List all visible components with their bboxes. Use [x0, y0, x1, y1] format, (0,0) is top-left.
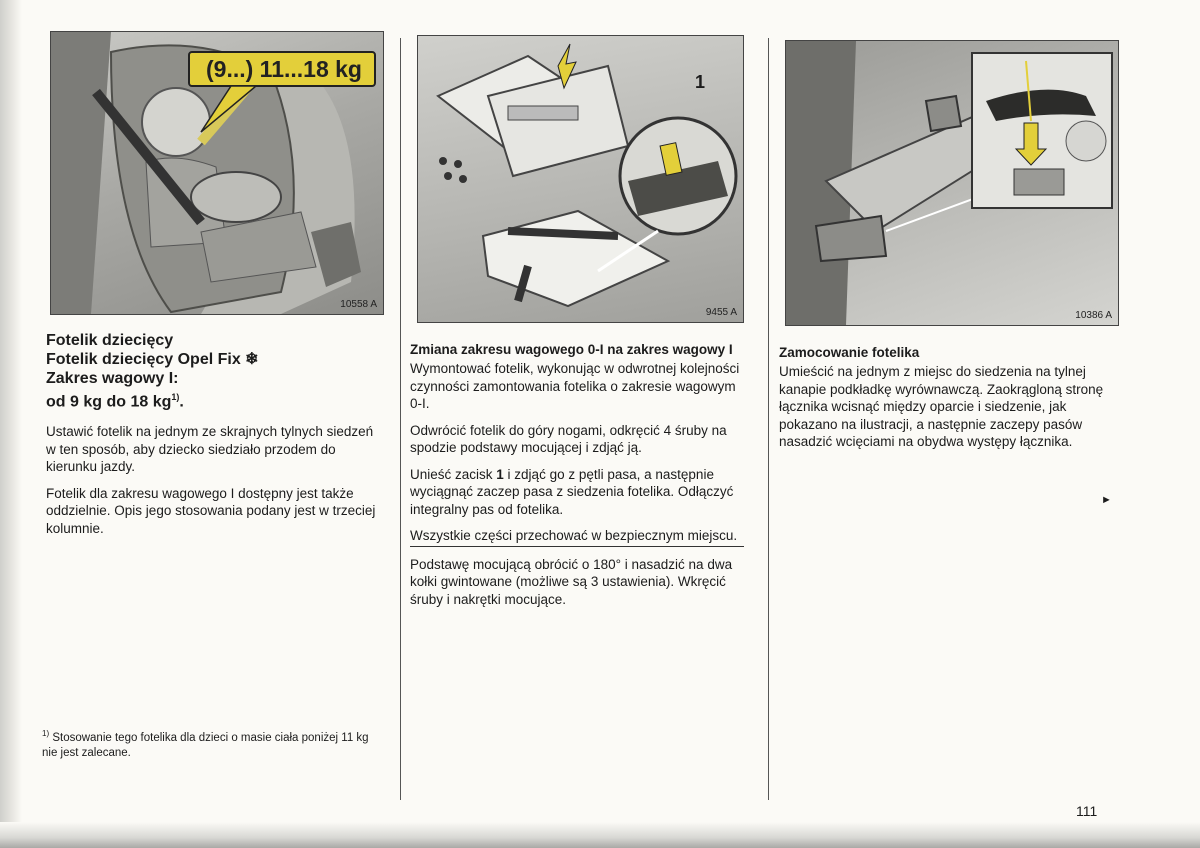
- weight-range-badge: (9...) 11...18 kg: [206, 56, 362, 82]
- figure-child-seat: [50, 31, 384, 315]
- clamp-reference: 1: [496, 466, 504, 482]
- callout-number: 1: [695, 72, 706, 92]
- figure-seat-mounting: [785, 40, 1119, 326]
- page-bottom-shadow: [0, 822, 1200, 848]
- storage-note: Wszystkie części przechować w bezpiecznym miejscu.: [410, 527, 744, 547]
- paragraph-mounting: Umieścić na jednym z miejsc do siedzenia na tylnej kanapie podkładkę wyrównawczą. Zaokrągloną stronę łącznika wcisnąć między oparcie i siedzenie, jak pokazano na ilustracji, a następnie zaczepy pasów nasadzić wcięciami na obydwa występy łącznika.: [779, 364, 1104, 449]
- paragraph-clamp-rest: a następnie wyciągnąć zaczep pasa z siedzenia fotelika. Odłączyć integralny pas od fotelika.: [410, 466, 734, 517]
- column-divider-2: [768, 38, 769, 800]
- section-heading-line-2: Fotelik dziecięcy Opel Fix ❄: [46, 351, 259, 368]
- footnote: [42, 726, 372, 761]
- paragraph-unscrew-base: Odwrócić fotelik do góry nogami, odkręcić 4 śruby na spodzie podstawy mocującej i zdjąć ją.: [410, 422, 727, 455]
- column-2-text: [410, 341, 744, 617]
- footnote-text: Stosowanie tego fotelika dla dzieci o masie ciała poniżej 11 kg nie jest zalecane.: [42, 731, 369, 759]
- column-divider-1: [400, 38, 401, 800]
- section-subheading: Zmiana zakresu wagowego 0-I na zakres wagowy I: [410, 342, 733, 357]
- weight-range-text: od 9 kg do 18 kg: [46, 393, 172, 411]
- continue-arrow-icon: ►: [1101, 494, 1112, 506]
- paragraph-release-clamp: [410, 466, 744, 519]
- paragraph-rotate-base: Podstawę mocującą obrócić o 180° i nasadzić na dwa kołki gwintowane (możliwe są 3 ustawienia). Wkręcić śruby i nakrętki mocujące.: [410, 556, 733, 607]
- section-heading-line-3: Zakres wagowy I:: [46, 370, 179, 387]
- footnote-reference: 1): [171, 392, 180, 402]
- section-heading-line-1: Fotelik dziecięcy: [46, 332, 174, 349]
- page-gutter-shadow: [0, 0, 22, 848]
- paragraph-clamp-suffix: i zdjąć go z pętli pasa,: [503, 466, 641, 482]
- figure-number: 9455 A: [705, 307, 737, 318]
- paragraph-clamp-prefix: Unieść zacisk: [410, 466, 497, 482]
- figure-number: 10558 A: [340, 299, 377, 310]
- section-subheading: Zamocowanie fotelika: [779, 345, 920, 360]
- column-3-text: [779, 344, 1115, 460]
- figure-number: 10386 A: [1075, 310, 1112, 321]
- figure-seat-base: [417, 35, 744, 323]
- page-number: 111: [1076, 803, 1098, 819]
- seat-mounting-illustration: [786, 41, 1118, 325]
- paragraph-remove-seat: Wymontować fotelik, wykonując w odwrotnej kolejności czynności zamontowania fotelika o zakresie wagowym 0-I.: [410, 361, 740, 411]
- column-1-text: [46, 331, 378, 546]
- paragraph-seat-position: Ustawić fotelik na jednym ze skrajnych tylnych siedzeń w ten sposób, aby dziecko siedziało przodem do kierunku jazdy.: [46, 424, 374, 475]
- footnote-mark: 1): [42, 729, 50, 738]
- paragraph-availability: Fotelik dla zakresu wagowego I dostępny jest także oddzielnie. Opis jego stosowania podany jest w trzeciej kolumnie.: [46, 485, 376, 536]
- section-heading-line-4: od 9 kg do 18 $kg^{1)}$.: [46, 392, 184, 411]
